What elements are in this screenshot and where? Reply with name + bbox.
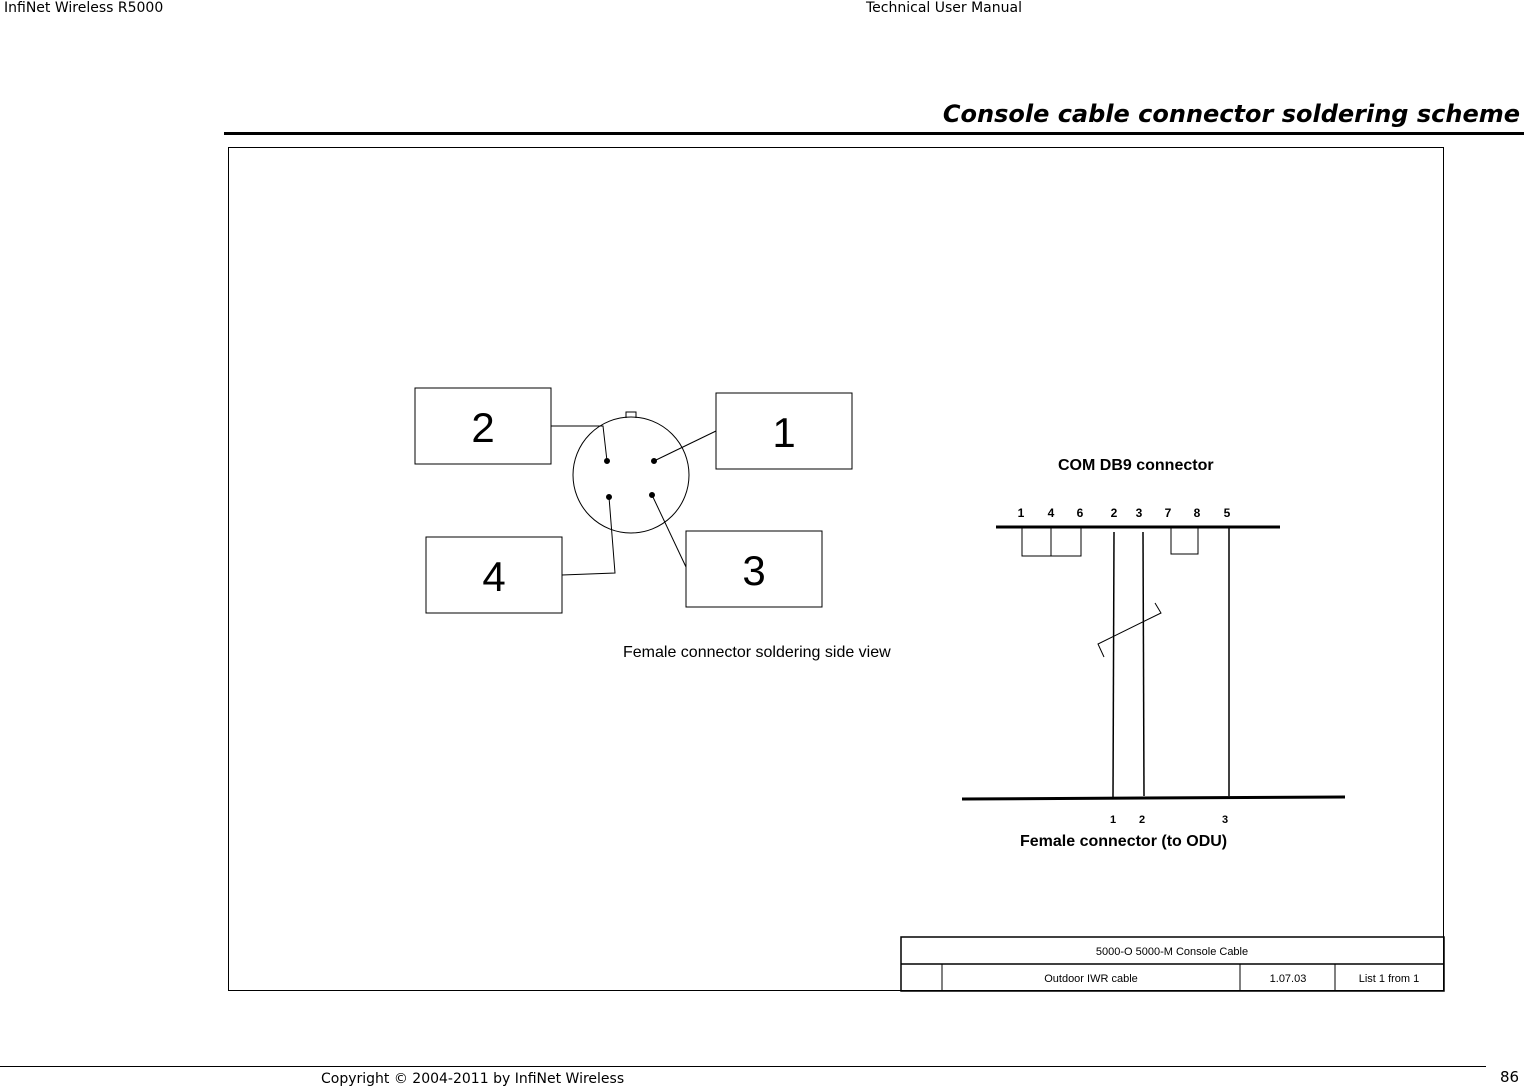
header-product: InfiNet Wireless R5000 — [4, 0, 164, 16]
wire-db9-2 — [1113, 532, 1114, 798]
db9-pin-4: 4 — [1047, 506, 1055, 520]
footer-rule — [0, 1066, 1486, 1067]
pin-box-3-label: 3 — [742, 547, 766, 594]
leader-pin-4 — [562, 497, 615, 575]
connector-circle — [573, 417, 689, 533]
title-block-date: 1.07.03 — [1269, 973, 1307, 985]
wire-db9-3 — [1143, 532, 1144, 796]
leader-pin-1 — [654, 431, 716, 461]
pin-box-4-label: 4 — [482, 553, 506, 600]
leader-pin-3 — [652, 495, 686, 567]
db9-pin-3: 3 — [1135, 506, 1143, 520]
crossover-mark — [1098, 603, 1161, 657]
db9-pin-5: 5 — [1223, 506, 1231, 520]
odu-bus-line — [962, 797, 1345, 799]
db9-pin-2: 2 — [1110, 506, 1118, 520]
odu-title: Female connector (to ODU) — [1020, 833, 1228, 850]
footer-copyright: Copyright © 2004-2011 by InfiNet Wireless — [321, 1071, 625, 1087]
leader-pin-2 — [551, 426, 607, 461]
title-block-sheet: List 1 from 1 — [1358, 973, 1420, 985]
bridge-7-8 — [1171, 527, 1198, 554]
db9-pin-1: 1 — [1017, 506, 1025, 520]
odu-pin-2: 2 — [1138, 814, 1146, 826]
db9-pin-7: 7 — [1164, 506, 1172, 520]
pin-box-2-label: 2 — [471, 404, 495, 451]
title-block-name: 5000-O 5000-M Console Cable — [1095, 946, 1249, 958]
db9-title: COM DB9 connector — [1058, 457, 1214, 474]
side-view-caption: Female connector soldering side view — [623, 644, 891, 661]
pin-box-1-label: 1 — [772, 409, 796, 456]
section-title: Console cable connector soldering scheme — [942, 100, 1520, 128]
title-block-description: Outdoor IWR cable — [1044, 973, 1138, 985]
page-number: 86 — [1500, 1068, 1520, 1086]
odu-pin-3: 3 — [1221, 814, 1229, 826]
db9-pin-8: 8 — [1193, 506, 1201, 520]
odu-pin-1: 1 — [1109, 814, 1117, 826]
header-manual-title: Technical User Manual — [866, 0, 1022, 16]
db9-pin-6: 6 — [1076, 506, 1084, 520]
